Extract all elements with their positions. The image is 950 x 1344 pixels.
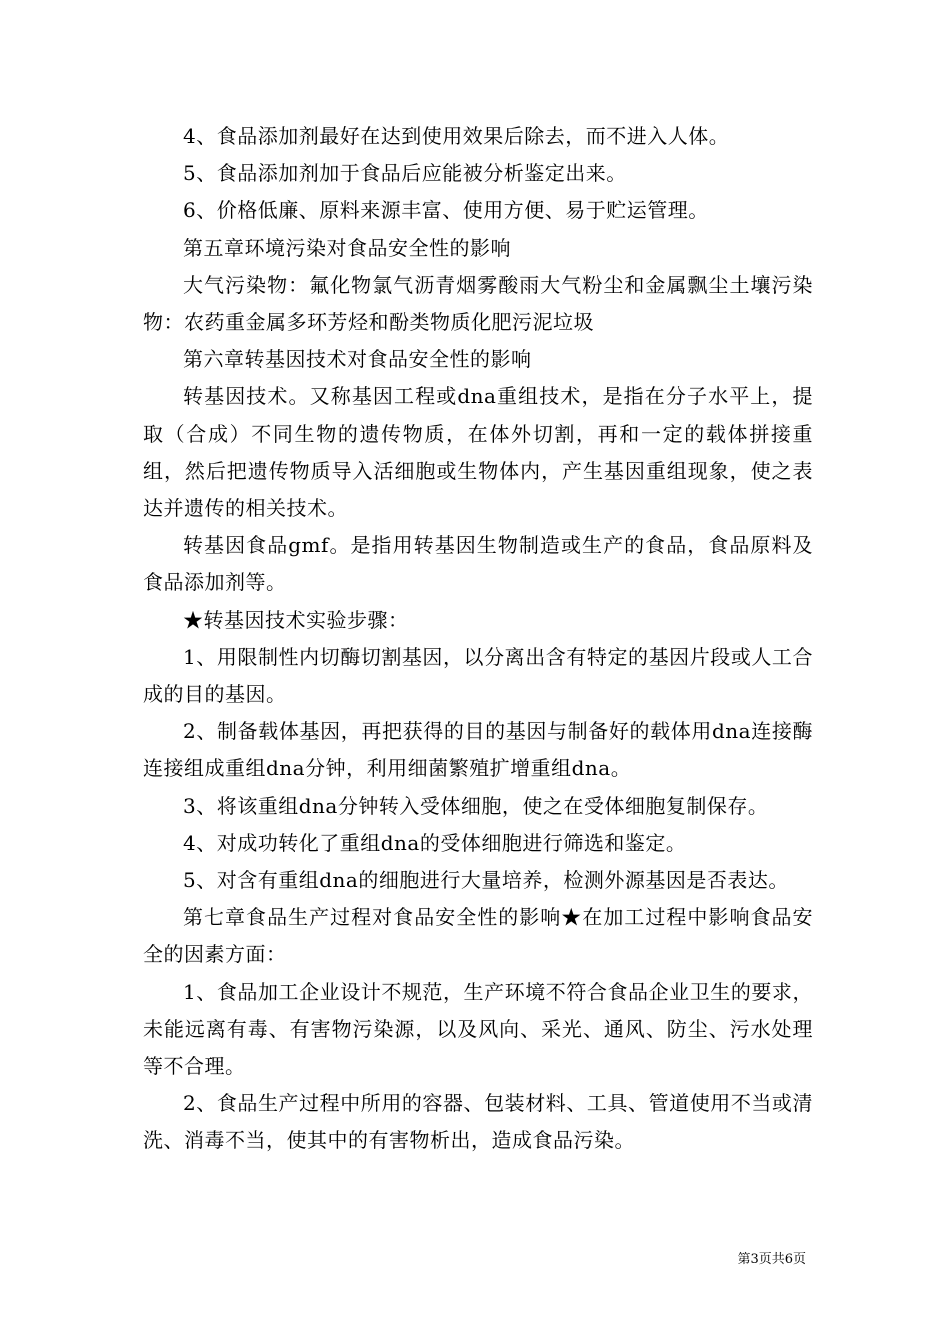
list-item: 4、对成功转化了重组dna的受体细胞进行筛选和鉴定。 <box>183 830 687 855</box>
list-item: 1、食品加工企业设计不规范，生产环境不符合食品企业卫生的要求，未能远离有毒、有害物污染源，以及风向、采光、通风、防尘、污水处理等不合理。 <box>143 979 813 1079</box>
list-item: 3、将该重组dna分钟转入受体细胞，使之在受体细胞复制保存。 <box>183 793 769 818</box>
list-item: 1、用限制性内切酶切割基因，以分离出含有特定的基因片段或人工合成的目的基因。 <box>143 644 813 707</box>
list-item: 2、食品生产过程中所用的容器、包装材料、工具、管道使用不当或清洗、消毒不当，使其中的有害物析出，造成食品污染。 <box>143 1091 813 1153</box>
chapter-heading: 第五章环境污染对食品安全性的影响 <box>183 235 511 260</box>
paragraph: 转基因食品gmf。是指用转基因生物制造或生产的食品，食品原料及食品添加剂等。 <box>143 533 813 595</box>
paragraph: 6、价格低廉、原料来源丰富、使用方便、易于贮运管理。 <box>183 198 709 223</box>
chapter-heading: 第六章转基因技术对食品安全性的影响 <box>183 347 532 372</box>
list-item: 5、对含有重组dna的细胞进行大量培养，检测外源基因是否表达。 <box>183 868 789 893</box>
paragraph: 转基因技术。又称基因工程或dna重组技术，是指在分子水平上，提取（合成）不同生物的遗传物质，在体外切割，再和一定的载体拼接重组，然后把遗传物质导入活细胞或生物体内，产生基因重组现象，使之表达并遗传的相关技术。 <box>143 384 813 521</box>
section-heading: ★转基因技术实验步骤： <box>183 607 409 632</box>
list-item: 2、制备载体基因，再把获得的目的基因与制备好的载体用dna连接酶连接组成重组dna分钟，利用细菌繁殖扩增重组dna。 <box>143 719 813 781</box>
paragraph: 5、食品添加剂加于食品后应能被分析鉴定出来。 <box>183 161 627 186</box>
paragraph: 4、食品添加剂最好在达到使用效果后除去，而不进入人体。 <box>183 124 730 148</box>
paragraph: 大气污染物：氟化物氯气沥青烟雾酸雨大气粉尘和金属飘尘土壤污染物：农药重金属多环芳烃和酚类物质化肥污泥垃圾 <box>143 272 813 335</box>
chapter-heading: 第七章食品生产过程对食品安全性的影响★在加工过程中影响食品安全的因素方面： <box>143 905 813 967</box>
page-number: 第3页共6页 <box>737 1252 806 1267</box>
document-body <box>143 118 813 1160</box>
